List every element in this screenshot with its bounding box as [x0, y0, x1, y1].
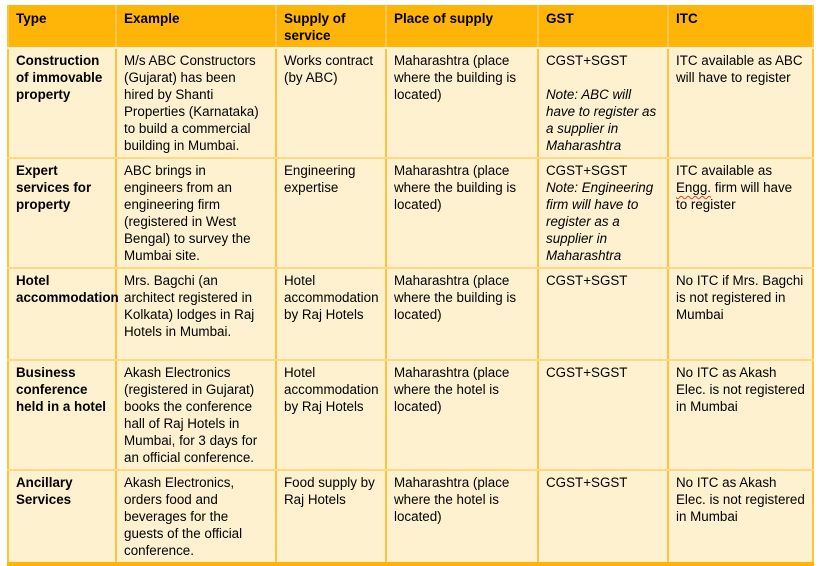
cell-place-of-supply: Maharashtra (place where the building is located) [386, 158, 538, 268]
cell-type: Expert services for property [8, 158, 116, 268]
cell-itc: No ITC as Akash Elec. is not registered in Mumbai [668, 470, 813, 564]
cell-place-of-supply: Maharashtra (place where the hotel is located) [386, 360, 538, 470]
cell-place-of-supply: Maharashtra (place where the hotel is located) [386, 470, 538, 564]
cell-gst: CGST+SGST [538, 268, 668, 360]
column-header-supply-of-service: Supply of service [276, 5, 386, 48]
cell-place-of-supply: Maharashtra (place where the building is located) [386, 48, 538, 158]
cell-gst [538, 48, 668, 158]
cell-itc: No ITC as Akash Elec. is not registered in Mumbai [668, 360, 813, 470]
gst-note: Note: ABC will have to register as a supplier in Maharashtra [546, 87, 657, 153]
table-row [8, 48, 813, 158]
gst-value: CGST+SGST [546, 163, 628, 178]
cell-example: ABC brings in engineers from an engineering firm (registered in West Bengal) to survey the Mumbai site. [116, 158, 276, 268]
table-row [8, 360, 813, 470]
itc-misspelled-word: Engg. [676, 180, 711, 195]
column-header-place-of-supply: Place of supply [386, 5, 538, 48]
column-header-type: Type [8, 5, 116, 48]
cell-itc [668, 158, 813, 268]
table-row [8, 268, 813, 360]
column-header-itc: ITC [668, 5, 813, 48]
gst-note: Note: Engineering firm will have to register as a supplier in Maharashtra [546, 180, 654, 263]
cell-supply-of-service: Engineering expertise [276, 158, 386, 268]
cell-type: Construction of immovable property [8, 48, 116, 158]
gst-value: CGST+SGST [546, 53, 628, 68]
gst-place-of-supply-table [7, 5, 814, 566]
table-row [8, 158, 813, 268]
column-header-gst: GST [538, 5, 668, 48]
cell-supply-of-service: Hotel accommodation by Raj Hotels [276, 268, 386, 360]
cell-example: M/s ABC Constructors (Gujarat) has been hired by Shanti Properties (Karnataka) to build a commercial building in Mumbai. [116, 48, 276, 158]
column-header-example: Example [116, 5, 276, 48]
cell-type: Business conference held in a hotel [8, 360, 116, 470]
cell-place-of-supply: Maharashtra (place where the building is located) [386, 268, 538, 360]
cell-gst [538, 158, 668, 268]
cell-type: Hotel accommodation [8, 268, 116, 360]
cell-example: Akash Electronics, orders food and beverages for the guests of the official conference. [116, 470, 276, 564]
table-row [8, 470, 813, 564]
cell-itc: No ITC if Mrs. Bagchi is not registered in Mumbai [668, 268, 813, 360]
itc-text: ITC available as [676, 163, 773, 178]
cell-gst: CGST+SGST [538, 360, 668, 470]
cell-supply-of-service: Works contract (by ABC) [276, 48, 386, 158]
table-header-row [8, 5, 813, 48]
cell-supply-of-service: Food supply by Raj Hotels [276, 470, 386, 564]
cell-example: Akash Electronics (registered in Gujarat) books the conference hall of Raj Hotels in Mumbai, for 3 days for an official conference. [116, 360, 276, 470]
cell-gst: CGST+SGST [538, 470, 668, 564]
itc-text: firm will have to register [676, 180, 793, 212]
cell-type: Ancillary Services [8, 470, 116, 564]
cell-supply-of-service: Hotel accommodation by Raj Hotels [276, 360, 386, 470]
cell-itc: ITC available as ABC will have to register [668, 48, 813, 158]
cell-example: Mrs. Bagchi (an architect registered in Kolkata) lodges in Raj Hotels in Mumbai. [116, 268, 276, 360]
